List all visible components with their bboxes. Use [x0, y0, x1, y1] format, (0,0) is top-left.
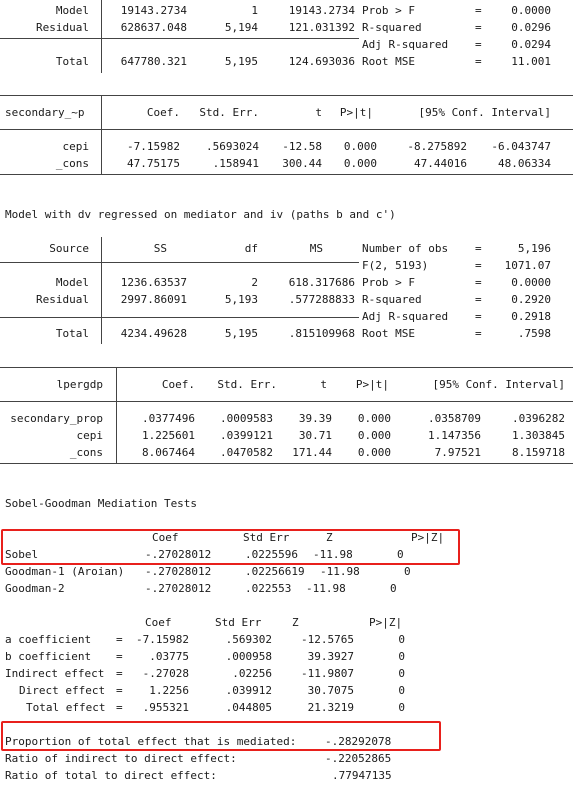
equals-sign: = [475, 4, 482, 17]
effects-p: 0 [398, 650, 405, 663]
effects-se: .569302 [225, 633, 272, 646]
anova2-label: Model [55, 276, 89, 289]
coef1-ci-lo: -8.275892 [407, 140, 467, 153]
effects-se: .044805 [225, 701, 272, 714]
coef2-ci-lo: 7.97521 [434, 446, 481, 459]
anova1-label: Residual [36, 21, 89, 34]
sobel-coef-header: Coef [152, 531, 179, 544]
horizontal-rule [0, 95, 573, 96]
coef2-coef: 8.067464 [142, 446, 195, 459]
equals-sign: = [475, 21, 482, 34]
anova1-df: 1 [251, 4, 258, 17]
anova2-stat-label: F(2, 5193) [362, 259, 429, 272]
vertical-rule [101, 0, 102, 73]
horizontal-rule [0, 463, 573, 464]
anova2-ss: 2997.86091 [120, 293, 187, 306]
effects-coef: 1.2256 [149, 684, 189, 697]
anova2-stat-value: 1071.07 [504, 259, 551, 272]
ratio-value: -.28292078 [325, 735, 392, 748]
coef2-coef: 1.225601 [142, 429, 195, 442]
ratio-label: Ratio of total to direct effect: [5, 769, 217, 782]
anova1-df: 5,194 [224, 21, 258, 34]
anova1-stat-label: Root MSE [362, 55, 415, 68]
ratio-label: Proportion of total effect that is mediated: [5, 735, 297, 748]
vertical-rule [116, 367, 117, 463]
coef2-p: 0.000 [357, 446, 391, 459]
coef1-coef-header: Coef. [146, 106, 180, 119]
equals-sign: = [475, 242, 482, 255]
coef2-se: .0399121 [220, 429, 273, 442]
equals-sign: = [116, 667, 123, 680]
anova2-stat-label: Root MSE [362, 327, 415, 340]
sobel-p: 0 [390, 582, 397, 595]
effects-z: 30.7075 [307, 684, 354, 697]
anova2-stat-value: 0.2918 [511, 310, 551, 323]
sobel-coef: -.27028012 [145, 582, 212, 595]
coef2-se: .0470582 [220, 446, 273, 459]
anova2-stat-label: Number of obs [362, 242, 449, 255]
coef2-p: 0.000 [357, 412, 391, 425]
coef1-t-header: t [315, 106, 322, 119]
sobel-coef: -.27028012 [145, 548, 212, 561]
coef2-t: 30.71 [298, 429, 332, 442]
anova2-stat-label: Adj R-squared [362, 310, 449, 323]
coef2-label: cepi [76, 429, 103, 442]
anova1-ms: 124.693036 [288, 55, 355, 68]
coef1-label: cepi [62, 140, 89, 153]
anova1-ss: 19143.2734 [120, 4, 187, 17]
equals-sign: = [475, 55, 482, 68]
coef1-ci-lo: 47.44016 [414, 157, 467, 170]
equals-sign: = [475, 259, 482, 272]
effects-z: -11.9807 [301, 667, 354, 680]
horizontal-rule [0, 262, 359, 263]
ratio-value: .77947135 [332, 769, 392, 782]
equals-sign: = [475, 293, 482, 306]
equals-sign: = [116, 684, 123, 697]
sobel-se: .02256619 [245, 565, 305, 578]
equals-sign: = [116, 650, 123, 663]
anova1-ms: 121.031392 [288, 21, 355, 34]
coef1-se: .5693024 [206, 140, 259, 153]
coef2-ci-hi: 1.303845 [512, 429, 565, 442]
horizontal-rule [0, 38, 359, 39]
coef1-p: 0.000 [343, 157, 377, 170]
coef2-dv: lpergdp [56, 378, 103, 391]
anova2-label: Residual [36, 293, 89, 306]
anova2-ms: 618.317686 [288, 276, 355, 289]
coef2-ci-hi: .0396282 [512, 412, 565, 425]
coef2-ci-lo: .0358709 [428, 412, 481, 425]
anova2-ms-header: MS [309, 242, 323, 255]
coef1-p: 0.000 [343, 140, 377, 153]
sobel-coef: -.27028012 [145, 565, 212, 578]
coef1-ci-hi: -6.043747 [491, 140, 551, 153]
anova2-ss-header: SS [153, 242, 167, 255]
horizontal-rule [0, 317, 359, 318]
anova2-ss: 1236.63537 [120, 276, 187, 289]
coef1-ci-hi: 48.06334 [498, 157, 551, 170]
effects-p: 0 [398, 701, 405, 714]
vertical-rule [101, 95, 102, 174]
coef2-p: 0.000 [357, 429, 391, 442]
effects-coef: -7.15982 [136, 633, 189, 646]
effects-se: .000958 [225, 650, 272, 663]
effects-z: 39.3927 [307, 650, 354, 663]
anova2-df: 5,195 [224, 327, 258, 340]
coef1-coef: -7.15982 [127, 140, 180, 153]
equals-sign: = [475, 310, 482, 323]
anova2-ms: .577288833 [288, 293, 355, 306]
sobel-z: -11.98 [313, 548, 353, 561]
coef2-coef: .0377496 [142, 412, 195, 425]
effects-z-header: Z [292, 616, 299, 629]
sobel-p: 0 [397, 548, 404, 561]
coef1-t: 300.44 [282, 157, 322, 170]
anova2-df: 2 [251, 276, 258, 289]
anova1-df: 5,195 [224, 55, 258, 68]
vertical-rule [101, 237, 102, 344]
coef2-coef-header: Coef. [161, 378, 195, 391]
coef1-se: .158941 [212, 157, 259, 170]
equals-sign: = [475, 38, 482, 51]
horizontal-rule [0, 367, 573, 368]
coef1-ci-header: [95% Conf. Interval] [418, 106, 551, 119]
effects-se: .02256 [232, 667, 272, 680]
anova1-ss: 647780.321 [120, 55, 187, 68]
anova1-ms: 19143.2734 [288, 4, 355, 17]
anova2-df-header: df [244, 242, 258, 255]
coef1-dv: secondary_~p [5, 106, 85, 119]
horizontal-rule [0, 401, 573, 402]
anova1-stat-label: Adj R-squared [362, 38, 449, 51]
horizontal-rule [0, 174, 573, 175]
sobel-se: .022553 [245, 582, 292, 595]
anova1-stat-value: 0.0296 [511, 21, 551, 34]
effects-p: 0 [398, 633, 405, 646]
ratio-value: -.22052865 [325, 752, 392, 765]
coef2-se-header: Std. Err. [217, 378, 277, 391]
coef1-label: _cons [55, 157, 89, 170]
anova2-ms: .815109968 [288, 327, 355, 340]
sobel-label: Sobel [5, 548, 39, 561]
anova2-df: 5,193 [224, 293, 258, 306]
equals-sign: = [475, 276, 482, 289]
anova1-stat-label: Prob > F [362, 4, 415, 17]
coef1-se-header: Std. Err. [199, 106, 259, 119]
anova2-stat-value: 0.0000 [511, 276, 551, 289]
effects-se-header: Std Err [215, 616, 262, 629]
effects-label: Direct effect [19, 684, 106, 697]
sobel-label: Goodman-1 (Aroian) [5, 565, 125, 578]
anova2-stat-value: .7598 [517, 327, 551, 340]
coef2-t: 39.39 [298, 412, 332, 425]
effects-z: -12.5765 [301, 633, 354, 646]
anova2-stat-label: R-squared [362, 293, 422, 306]
sobel-z: -11.98 [320, 565, 360, 578]
coef2-label: _cons [69, 446, 103, 459]
anova2-source-header: Source [49, 242, 89, 255]
sobel-z: -11.98 [306, 582, 346, 595]
coef2-se: .0009583 [220, 412, 273, 425]
sobel-label: Goodman-2 [5, 582, 65, 595]
effects-label: Indirect effect [5, 667, 105, 680]
coef1-t: -12.58 [282, 140, 322, 153]
coef1-p-header: P>|t| [339, 106, 373, 119]
effects-label: Total effect [26, 701, 106, 714]
effects-p-header: P>|Z| [369, 616, 403, 629]
anova2-stat-label: Prob > F [362, 276, 415, 289]
equals-sign: = [475, 327, 482, 340]
anova1-ss: 628637.048 [120, 21, 187, 34]
coef2-t: 171.44 [292, 446, 332, 459]
anova2-ss: 4234.49628 [120, 327, 187, 340]
coef2-ci-hi: 8.159718 [512, 446, 565, 459]
anova2-stat-value: 0.2920 [511, 293, 551, 306]
anova1-stat-value: 0.0000 [511, 4, 551, 17]
sobel-highlight-box [1, 529, 460, 565]
equals-sign: = [116, 701, 123, 714]
effects-p: 0 [398, 684, 405, 697]
equals-sign: = [116, 633, 123, 646]
effects-label: a coefficient [5, 633, 92, 646]
anova1-stat-label: R-squared [362, 21, 422, 34]
sobel-title: Sobel-Goodman Mediation Tests [5, 497, 198, 510]
anova1-stat-value: 11.001 [511, 55, 551, 68]
anova2-stat-value: 5,196 [517, 242, 551, 255]
coef2-ci-header: [95% Conf. Interval] [432, 378, 565, 391]
coef2-p-header: P>|t| [355, 378, 389, 391]
sobel-z-header: Z [326, 531, 333, 544]
effects-coef: .03775 [149, 650, 189, 663]
sobel-se-header: Std Err [243, 531, 290, 544]
horizontal-rule [0, 129, 573, 130]
anova1-stat-value: 0.0294 [511, 38, 551, 51]
anova1-label: Model [55, 4, 89, 17]
effects-coef-header: Coef [145, 616, 172, 629]
effects-label: b coefficient [5, 650, 92, 663]
effects-coef: -.27028 [142, 667, 189, 680]
sobel-p-header: P>|Z| [411, 531, 445, 544]
effects-se: .039912 [225, 684, 272, 697]
anova2-label: Total [55, 327, 89, 340]
coef2-t-header: t [320, 378, 327, 391]
effects-coef: .955321 [142, 701, 189, 714]
model2-title: Model with dv regressed on mediator and iv (paths b and c') [5, 208, 396, 221]
anova1-label: Total [55, 55, 89, 68]
sobel-se: .0225596 [245, 548, 298, 561]
ratio-label: Ratio of indirect to direct effect: [5, 752, 237, 765]
coef1-coef: 47.75175 [127, 157, 180, 170]
effects-z: 21.3219 [307, 701, 354, 714]
coef2-label: secondary_prop [10, 412, 103, 425]
effects-p: 0 [398, 667, 405, 680]
sobel-p: 0 [404, 565, 411, 578]
coef2-ci-lo: 1.147356 [428, 429, 481, 442]
